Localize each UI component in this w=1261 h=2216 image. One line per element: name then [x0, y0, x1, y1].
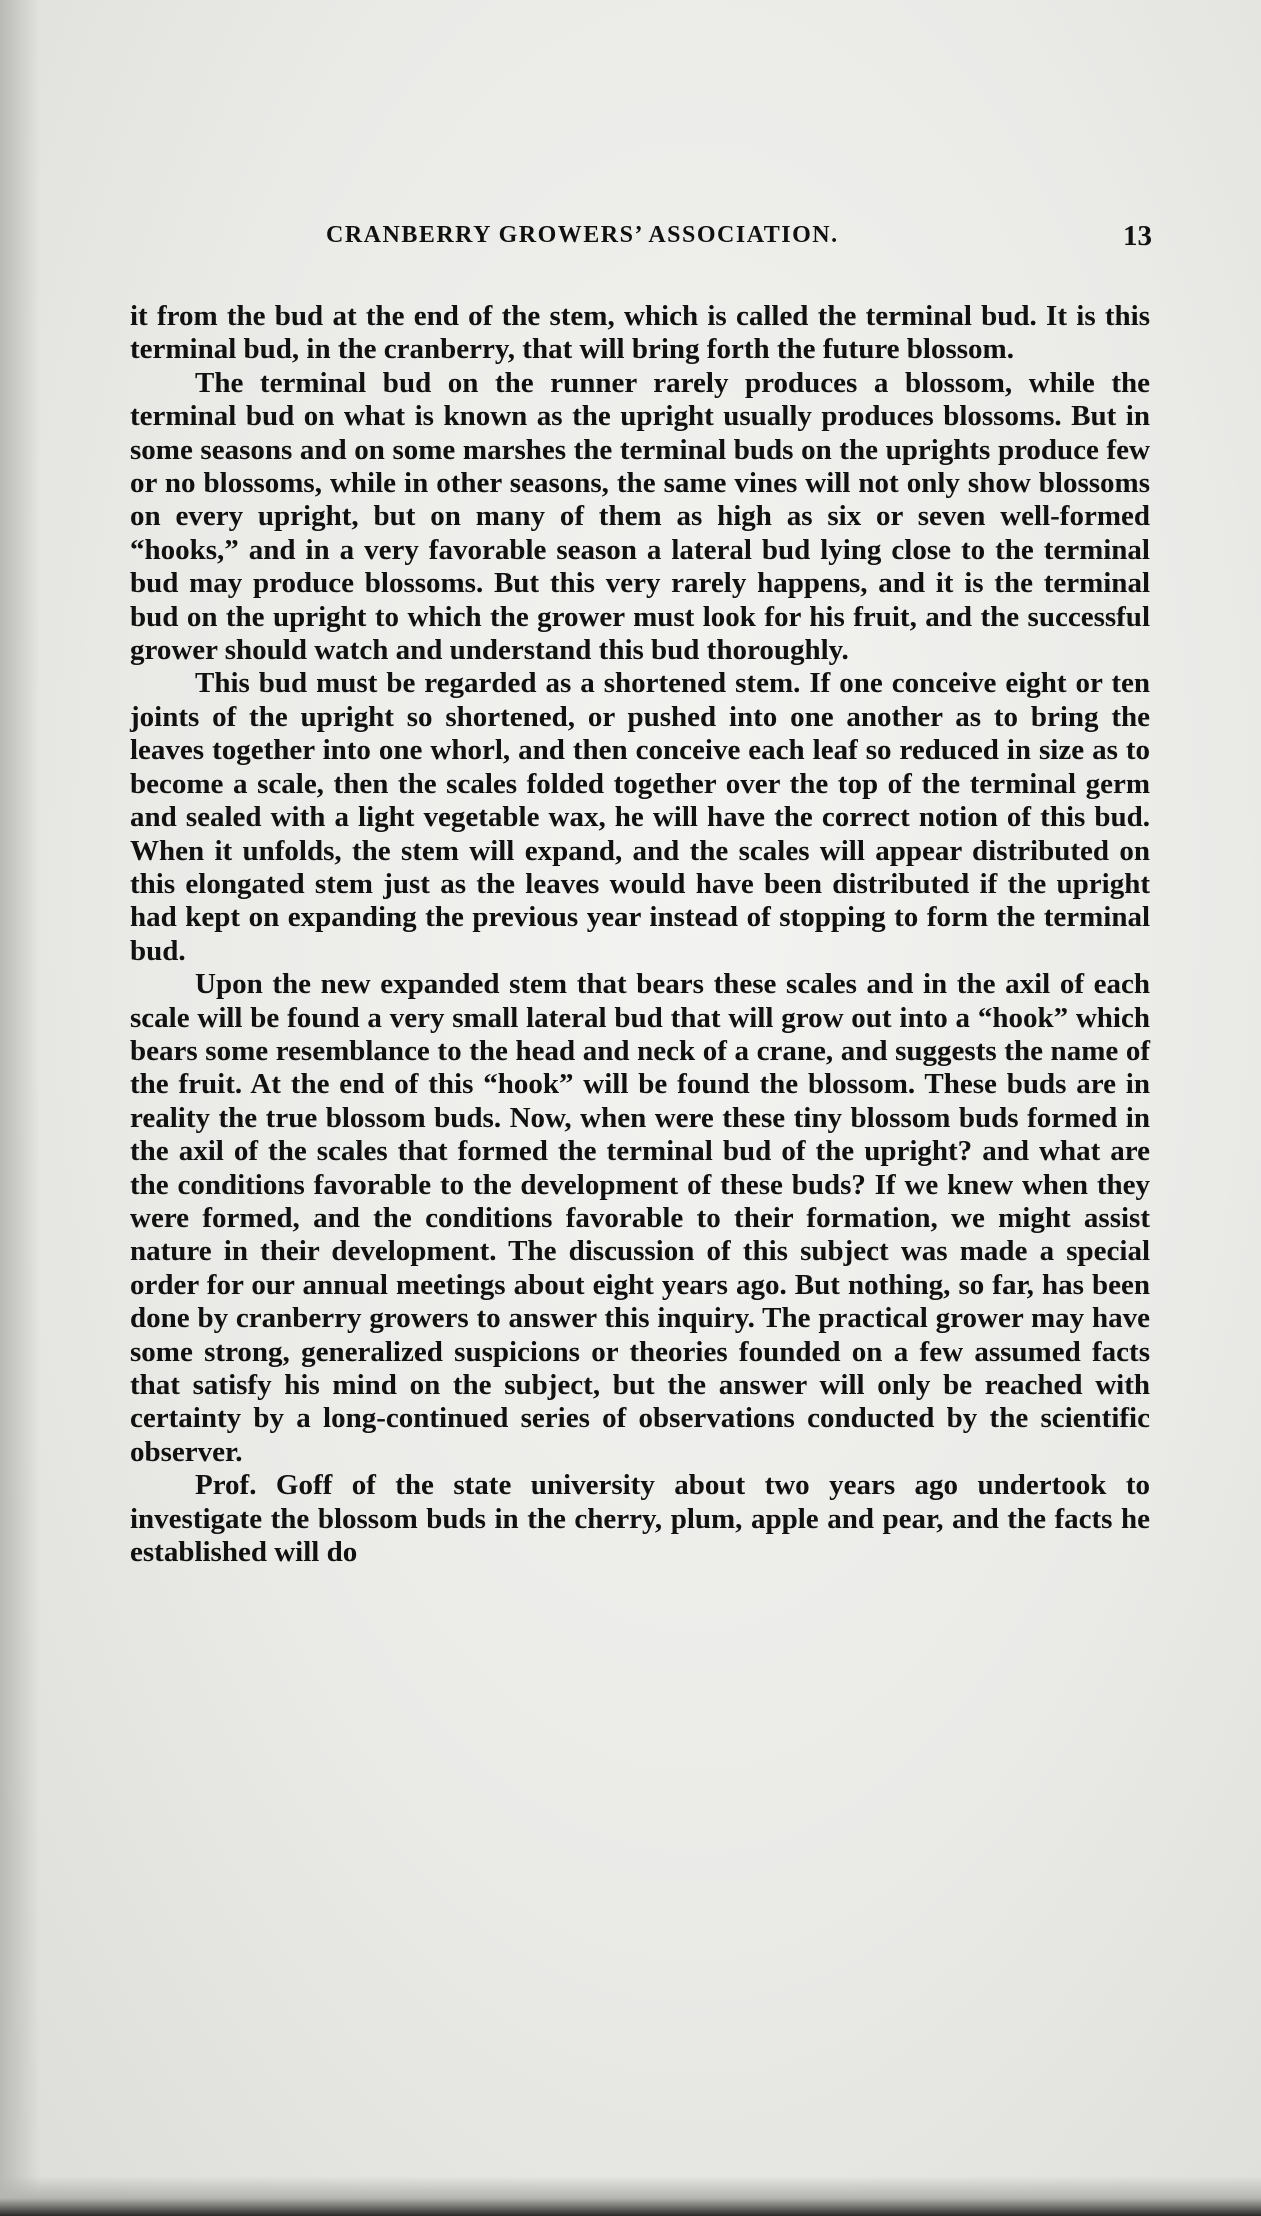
body-text — [130, 300, 1150, 1569]
page-bottom-edge — [0, 2176, 1261, 2216]
paragraph-prof-goff: Prof. Goff of the state university about two years ago undertook to investigate the blossom buds in the cherry, plum, apple and pear, and the facts he established will do — [130, 1469, 1150, 1569]
paragraph-shortened-stem: This bud must be regarded as a shortened stem. If one conceive eight or ten joints of the upright so shortened, or pushed into one another as to bring the leaves together into one whorl, and then conceive each leaf so reduced in size as to become a scale, then the scales folded together over the top of the terminal germ and sealed with a light vegetable wax, he will have the correct notion of this bud. When it unfolds, the stem will expand, and the scales will appear distributed on this elongated stem just as the leaves would have been distributed if the upright had kept on expanding the previous year instead of stopping to form the terminal bud. — [130, 667, 1150, 967]
paragraph-continuation: it from the bud at the end of the stem, which is called the terminal bud. It is this terminal bud, in the cranberry, that will bring forth the future blossom. — [130, 300, 1150, 366]
paragraph-blossom-buds: Upon the new expanded stem that bears these scales and in the axil of each scale will be found a very small lateral bud that will grow out into a “hook” which bears some resemblance to the head and neck of a crane, and suggests the name of the fruit. At the end of this “hook” will be found the blossom. These buds are in reality the true blossom buds. Now, when were these tiny blossom buds formed in the axil of the scales that formed the terminal bud of the upright? and what are the conditions favorable to the development of these buds? If we knew when they were formed, and the conditions favorable to their formation, we might assist nature in their development. The discussion of this subject was made a special order for our annual meetings about eight years ago. But nothing, so far, has been done by cranberry growers to answer this inquiry. The practical grower may have some strong, generalized suspicions or theories founded on a few assumed facts that satisfy his mind on the subject, but the answer will only be reached with certainty by a long-continued series of observations conducted by the scientific observer. — [130, 968, 1150, 1468]
running-header — [130, 220, 1152, 260]
paragraph-terminal-bud: The terminal bud on the runner rarely produces a blossom, while the terminal bud on what is known as the upright usually produces blossoms. But in some seasons and on some marshes the terminal buds on the uprights produce few or no blossoms, while in other seasons, the same vines will not only show blossoms on every upright, but on many of them as high as six or seven well-formed “hooks,” and in a very favorable season a lateral bud lying close to the terminal bud may produce blossoms. But this very rarely happens, and it is the terminal bud on the upright to which the grower must look for his fruit, and the successful grower should watch and understand this bud thoroughly. — [130, 366, 1150, 667]
header-title: CRANBERRY GROWERS’ ASSOCIATION. — [326, 222, 839, 248]
page-binding-shadow — [0, 0, 40, 2216]
page-number: 13 — [1123, 220, 1152, 252]
